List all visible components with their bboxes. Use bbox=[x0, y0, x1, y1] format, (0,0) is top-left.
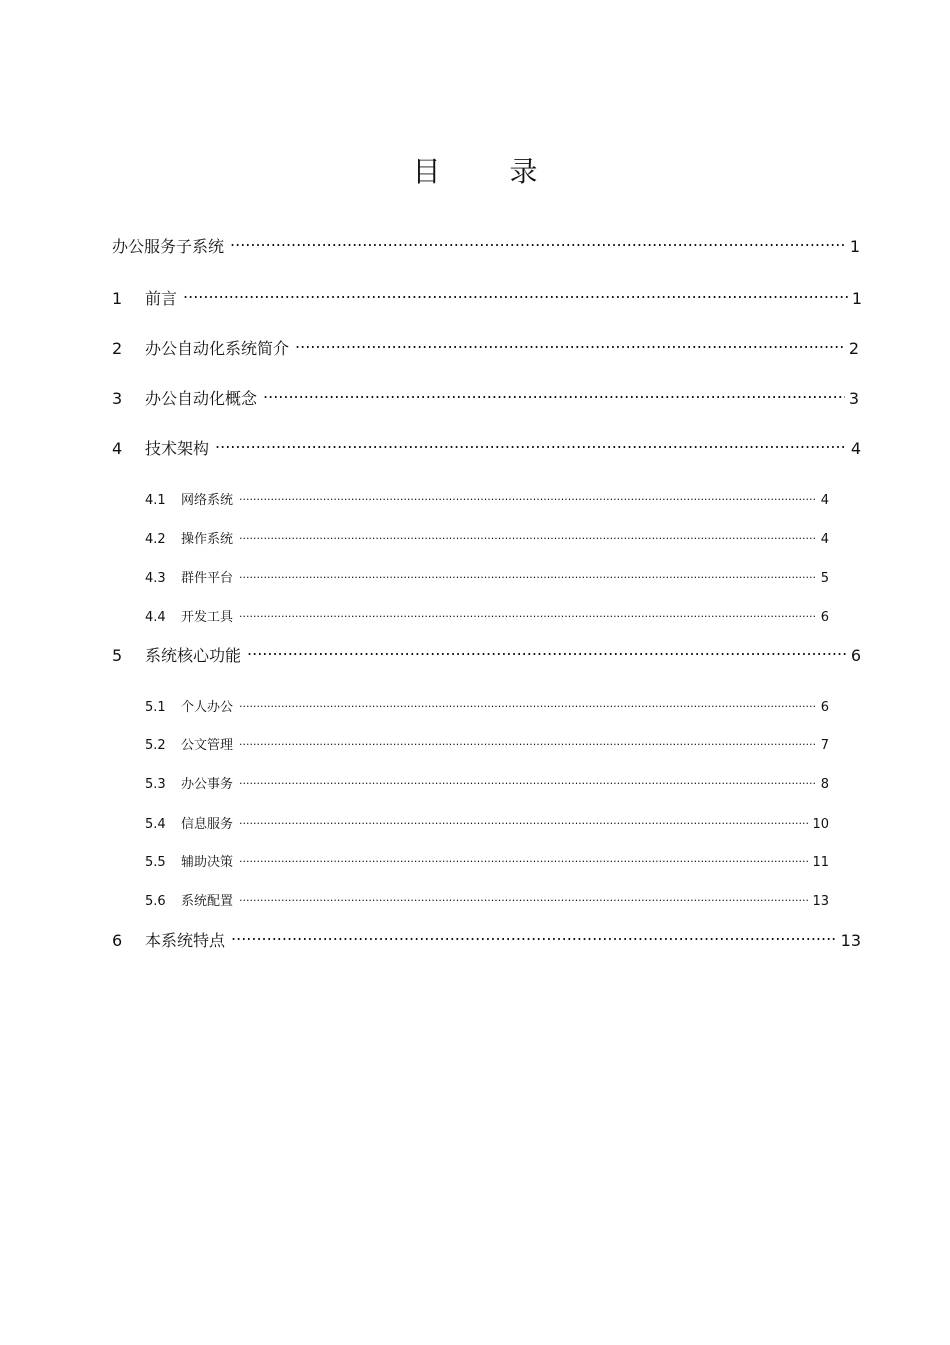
toc-entry-page: 7 bbox=[820, 738, 829, 753]
toc-entry-number: 6 bbox=[112, 931, 123, 950]
toc-entry bbox=[145, 567, 829, 586]
toc-entry-page: 2 bbox=[848, 339, 859, 358]
toc-entry-number: 5.5 bbox=[145, 855, 166, 870]
toc-entry bbox=[112, 928, 861, 951]
toc-entry-number: 5.3 bbox=[145, 777, 166, 792]
toc-entry-label: 信息服务 bbox=[181, 817, 234, 832]
toc-entry-number: 4.2 bbox=[145, 532, 166, 547]
dot-leader bbox=[263, 388, 845, 404]
toc-entry-page: 4 bbox=[820, 532, 829, 547]
toc-entry-page: 1 bbox=[849, 237, 860, 256]
toc-entry-page: 13 bbox=[812, 894, 829, 909]
toc-entry-page: 4 bbox=[850, 439, 861, 458]
toc-entry-number: 4 bbox=[112, 439, 123, 458]
toc-entry-label: 网络系统 bbox=[181, 493, 234, 508]
toc-entry-label: 个人办公 bbox=[181, 700, 234, 715]
toc-entry bbox=[145, 696, 829, 715]
toc-entry bbox=[112, 643, 861, 666]
toc-entry-label: 系统核心功能 bbox=[145, 646, 242, 665]
toc-entry bbox=[112, 234, 860, 257]
dot-leader bbox=[239, 491, 817, 504]
toc-entry-number: 1 bbox=[112, 289, 123, 308]
dot-leader bbox=[239, 530, 817, 543]
toc-entry-label: 办公服务子系统 bbox=[112, 237, 225, 256]
dot-leader bbox=[239, 775, 817, 788]
dot-leader bbox=[239, 569, 817, 582]
toc-entry bbox=[145, 851, 829, 870]
dot-leader bbox=[295, 338, 845, 354]
toc-entry-number: 5 bbox=[112, 646, 123, 665]
toc-entry bbox=[112, 436, 861, 459]
toc-entry bbox=[145, 890, 829, 909]
toc-entry-label: 辅助决策 bbox=[181, 855, 234, 870]
toc-entry bbox=[145, 773, 829, 792]
toc-entry-label: 前言 bbox=[145, 289, 178, 308]
toc-entry-number: 5.4 bbox=[145, 817, 166, 832]
toc-entry-page: 6 bbox=[820, 610, 829, 625]
dot-leader bbox=[231, 930, 837, 946]
toc-entry-page: 11 bbox=[812, 855, 829, 870]
toc-entry bbox=[145, 528, 829, 547]
toc-entry bbox=[145, 813, 829, 832]
toc-entry bbox=[145, 489, 829, 508]
toc-entry-page: 8 bbox=[820, 777, 829, 792]
dot-leader bbox=[183, 288, 848, 304]
dot-leader bbox=[239, 815, 808, 828]
dot-leader bbox=[239, 736, 817, 749]
toc-entry bbox=[145, 606, 829, 625]
toc-entry-number: 3 bbox=[112, 389, 123, 408]
toc-entry-number: 4.4 bbox=[145, 610, 166, 625]
dot-leader bbox=[239, 608, 817, 621]
dot-leader bbox=[247, 645, 847, 661]
dot-leader bbox=[239, 853, 808, 866]
toc-title: 目 录 bbox=[412, 155, 568, 188]
toc-entry-number: 4.1 bbox=[145, 493, 166, 508]
dot-leader bbox=[239, 698, 817, 711]
toc-entry bbox=[112, 286, 862, 309]
toc-entry-page: 3 bbox=[848, 389, 859, 408]
toc-entry-number: 2 bbox=[112, 339, 123, 358]
toc-entry-number: 5.1 bbox=[145, 700, 166, 715]
toc-entry-label: 技术架构 bbox=[145, 439, 210, 458]
toc-entry-label: 群件平台 bbox=[181, 571, 234, 586]
toc-entry-page: 6 bbox=[850, 646, 861, 665]
toc-entry-label: 操作系统 bbox=[181, 532, 234, 547]
toc-entry-page: 6 bbox=[820, 700, 829, 715]
toc-entry-number: 4.3 bbox=[145, 571, 166, 586]
toc-entry-page: 1 bbox=[851, 289, 862, 308]
toc-entry-page: 10 bbox=[812, 817, 829, 832]
toc-entry-label: 办公自动化概念 bbox=[145, 389, 258, 408]
toc-entry-label: 办公自动化系统简介 bbox=[145, 339, 290, 358]
toc-entry-label: 系统配置 bbox=[181, 894, 234, 909]
dot-leader bbox=[239, 892, 808, 905]
toc-entry bbox=[112, 386, 859, 409]
toc-entry-label: 本系统特点 bbox=[145, 931, 226, 950]
toc-entry-label: 公文管理 bbox=[181, 738, 234, 753]
dot-leader bbox=[215, 438, 847, 454]
toc-entry-page: 4 bbox=[820, 493, 829, 508]
toc-entry-page: 13 bbox=[840, 931, 861, 950]
toc-entry-number: 5.2 bbox=[145, 738, 166, 753]
dot-leader bbox=[230, 236, 846, 252]
toc-entry-number: 5.6 bbox=[145, 894, 166, 909]
toc-entry bbox=[112, 336, 859, 359]
toc-entry-label: 办公事务 bbox=[181, 777, 234, 792]
toc-entry bbox=[145, 734, 829, 753]
toc-entry-page: 5 bbox=[820, 571, 829, 586]
toc-entry-label: 开发工具 bbox=[181, 610, 234, 625]
